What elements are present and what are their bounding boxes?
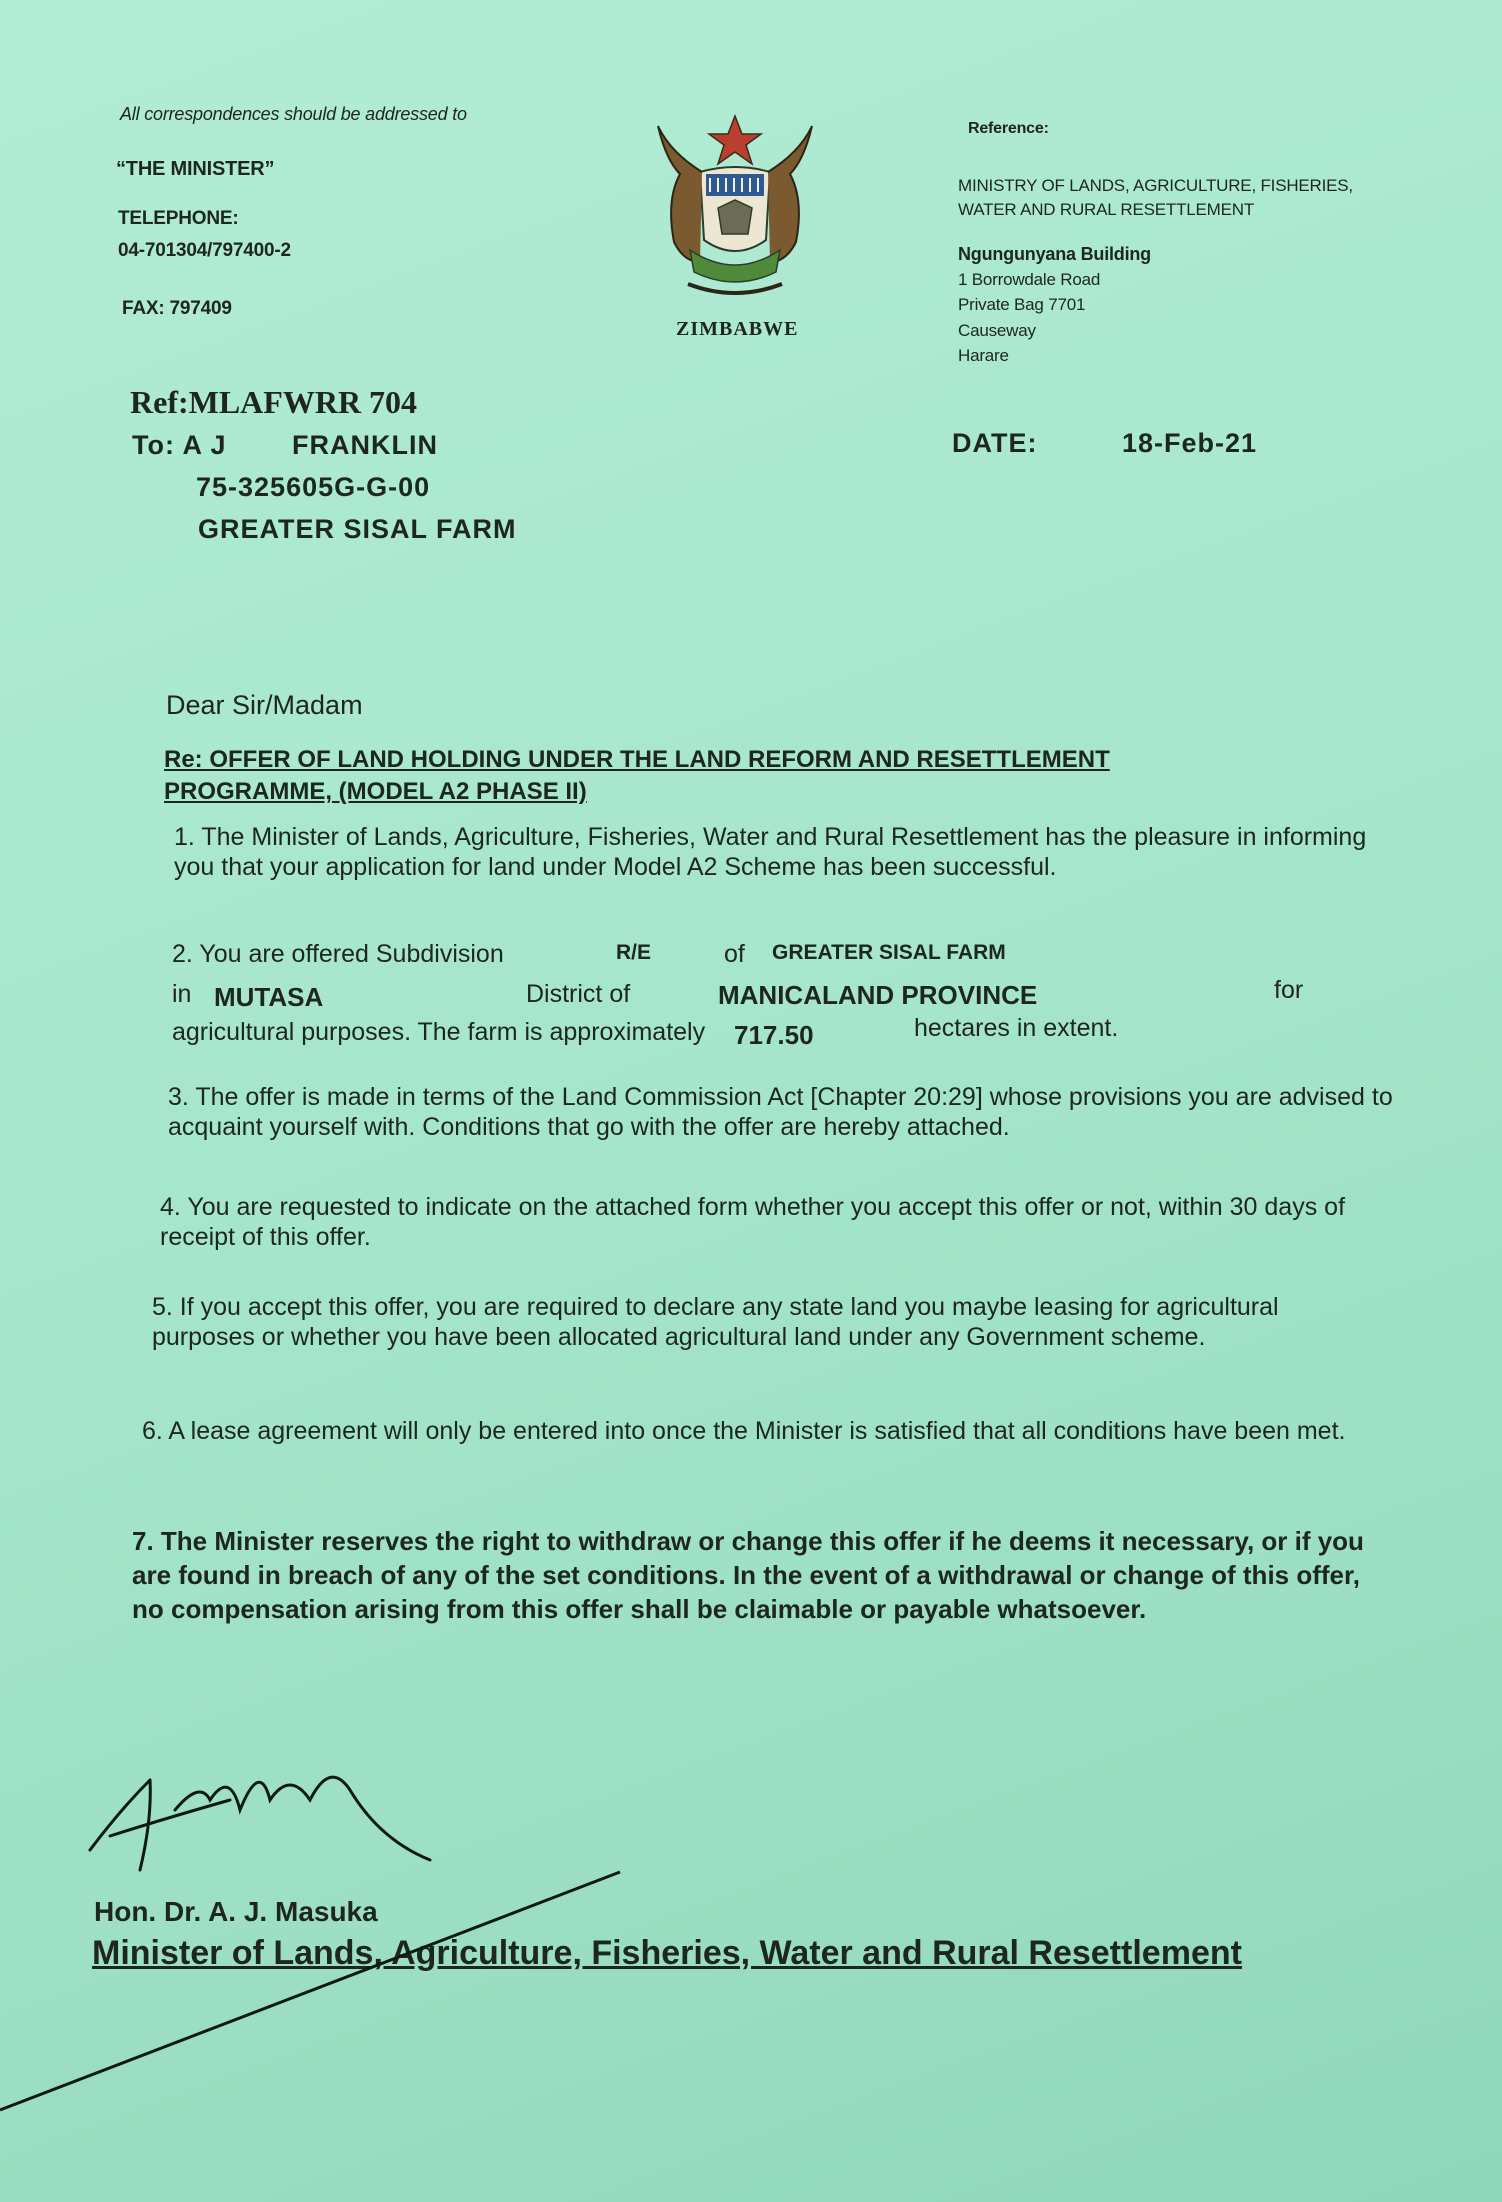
recipient-to: To: A J <box>132 430 227 460</box>
paragraph-4: 4. You are requested to indicate on the attached form whether you accept this offer or not, within 30 days of receipt of this offer. <box>160 1193 1346 1251</box>
telephone-label: TELEPHONE: <box>118 208 239 229</box>
telephone-number: 04-701304/797400-2 <box>118 240 291 261</box>
district-value: MUTASA <box>214 982 324 1012</box>
coat-of-arms-icon <box>630 112 840 312</box>
province-value: MANICALAND PROVINCE <box>718 980 1038 1010</box>
signatory-title: Minister of Lands, Agriculture, Fisheries, Water and Rural Resettlement <box>92 1934 1242 1972</box>
recipient-id: 75-325605G-G-00 <box>196 472 431 502</box>
paragraph-5: 5. If you accept this offer, you are required to declare any state land you maybe leasing for agricultural purposes or whether you have been allocated agricultural land under any Government scheme. <box>152 1293 1279 1351</box>
paragraph-2-lead: 2. You are offered Subdivision <box>172 940 504 968</box>
date-label: DATE: <box>952 428 1038 458</box>
date-value: 18-Feb-21 <box>1122 428 1258 458</box>
district-label: District of <box>526 980 631 1008</box>
ministry-line-1: MINISTRY OF LANDS, AGRICULTURE, FISHERIES, <box>958 176 1353 195</box>
address-line-3: Causeway <box>958 321 1036 340</box>
in-label: in <box>172 980 192 1008</box>
address-line-1: 1 Borrowdale Road <box>958 270 1101 289</box>
emblem-caption: ZIMBABWE <box>676 318 799 340</box>
subject-line-1: Re: OFFER OF LAND HOLDING UNDER THE LAND REFORM AND RESETTLEMENT <box>164 746 1110 773</box>
extent-text: hectares in extent. <box>914 1014 1119 1042</box>
pen-stroke-line <box>0 1860 700 2120</box>
subdivision-value: R/E <box>616 941 652 964</box>
paragraph-6: 6. A lease agreement will only be entered into once the Minister is satisfied that all conditions have been met. <box>142 1417 1346 1445</box>
paragraph-1: 1. The Minister of Lands, Agriculture, Fisheries, Water and Rural Resettlement has the pleasure in informing you that your application for land under Model A2 Scheme has been successful. <box>174 823 1367 881</box>
recipient-surname: FRANKLIN <box>292 430 438 460</box>
signatory-name: Hon. Dr. A. J. Masuka <box>94 1896 378 1927</box>
salutation: Dear Sir/Madam <box>166 690 363 720</box>
ministry-line-2: WATER AND RURAL RESETTLEMENT <box>958 200 1255 219</box>
addressee: “THE MINISTER” <box>116 158 275 180</box>
building-name: Ngungunyana Building <box>958 244 1151 264</box>
of-label: of <box>724 940 745 968</box>
recipient-farm: GREATER SISAL FARM <box>198 514 517 544</box>
address-line-4: Harare <box>958 346 1009 365</box>
hectares-value: 717.50 <box>734 1020 814 1050</box>
farm-value: GREATER SISAL FARM <box>772 941 1006 964</box>
subject-line-2: PROGRAMME, (MODEL A2 PHASE II) <box>164 778 587 805</box>
paragraph-7: 7. The Minister reserves the right to withdraw or change this offer if he deems it necessary, or if you are found in breach of any of the set conditions. In the event of a withdrawal or change of this offer, no compensation arising from this offer shall be claimable or payable whatsoever. <box>132 1526 1364 1624</box>
reference-label: Reference: <box>968 120 1049 137</box>
correspondence-note: All correspondences should be addressed to <box>120 104 467 124</box>
paragraph-3: 3. The offer is made in terms of the Land Commission Act [Chapter 20:29] whose provisions you are advised to acquaint yourself with. Conditions that go with the offer are hereby attached. <box>168 1083 1393 1141</box>
address-line-2: Private Bag 7701 <box>958 295 1086 314</box>
purpose-text: agricultural purposes. The farm is approximately <box>172 1018 706 1046</box>
reference-number: Ref:MLAFWRR 704 <box>130 384 418 420</box>
for-label: for <box>1274 976 1304 1004</box>
fax-number: FAX: 797409 <box>122 298 232 319</box>
